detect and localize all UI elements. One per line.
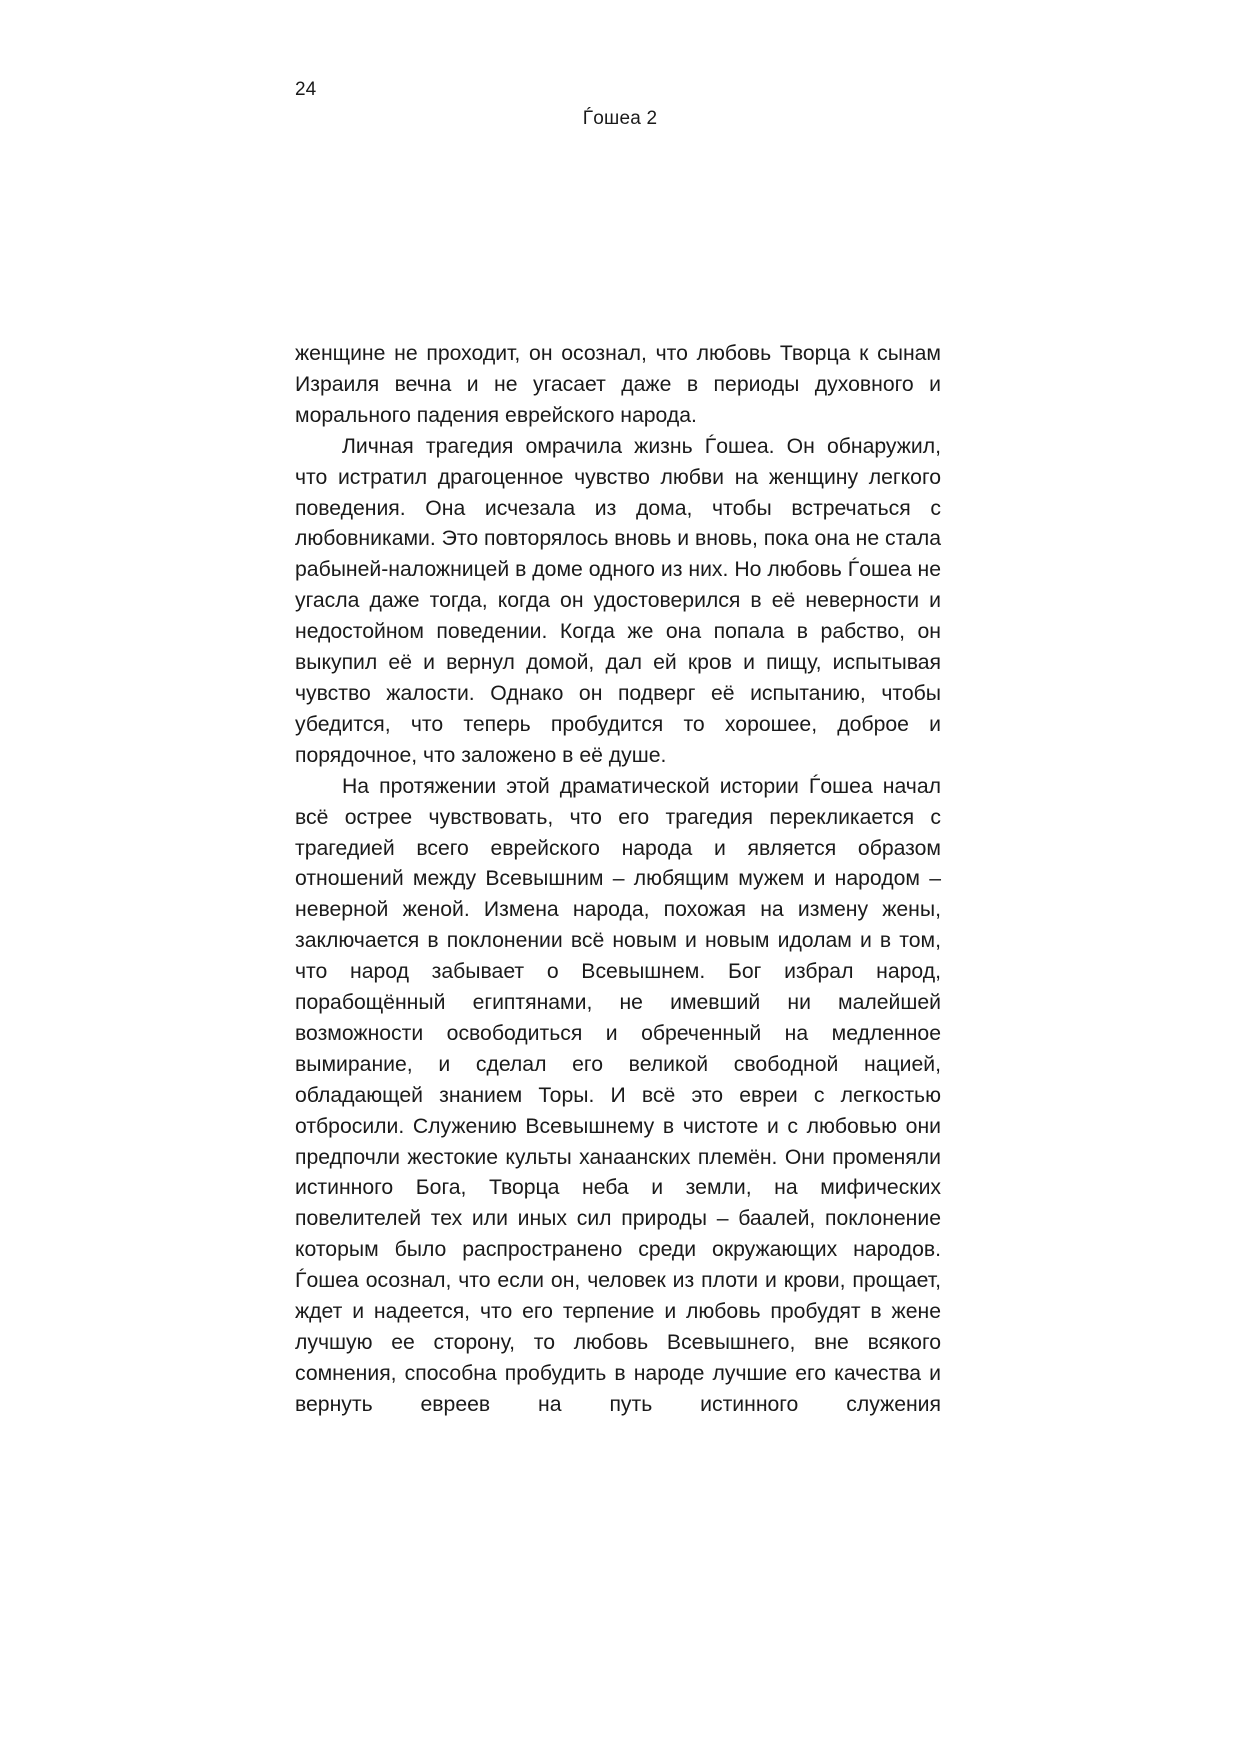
paragraph-2: Личная трагедия омрачила жизнь Ѓошеа. Он обнаружил, что истратил драгоценное чувство любви на женщину легкого поведения. Она исчезала из дома, чтобы встречаться с любовниками. Это повторялось вновь и вновь, пока она не стала рабыней-наложницей в доме одного из них. Но любовь Ѓошеа не угасла даже тогда, когда он удостоверился в её неверности и недостойном поведении. Когда же она попала в рабство, он выкупил её и вернул домой, дал ей кров и пищу, испытывая чувство жалости. Однако он подверг её испытанию, чтобы убедится, что теперь пробудится то хорошее, доброе и порядочное, что заложено в её душе. [295, 434, 941, 767]
body-text [295, 339, 941, 1421]
paragraph-3: На протяжении этой драматической истории Ѓошеа начал всё острее чувствовать, что его трагедия перекликается с трагедией всего еврейского народа и является образом отношений между Всевышним – любящим мужем и народом – неверной женой. Измена народа, похожая на измену жены, заключается в поклонении всё новым и новым идолам и в том, что народ забывает о Всевышнем. Бог избрал народ, порабощённый египтянами, не имевший ни малейшей возможности освободиться и обреченный на медленное вымирание, и сделал его великой свободной нацией, обладающей знанием Торы. И всё это евреи с легкостью отбросили. Служению Всевышнему в чистоте и с любовью они предпочли жестокие культы ханаанских племён. Они променяли истинного Бога, Творца неба и земли, на мифических повелителей тех или иных сил природы – баалей, поклонение которым было распространено среди окружающих народов. Ѓошеа осознал, что если он, человек из плоти и крови, прощает, ждет и надеется, что его терпение и любовь пробудят в жене лучшую ее сторону, то любовь Всевышнего, вне всякого сомнения, способна пробудить в народе лучшие его качества и вернуть евреев на путь истинного служения [295, 774, 941, 1416]
paragraph-1: женщине не проходит, он осознал, что любовь Творца к сынам Израиля вечна и не угасает даже в периоды духовного и морального падения еврейского народа. [295, 342, 941, 427]
running-header: Ѓошеа 2 [582, 108, 658, 129]
page-number: 24 [295, 79, 317, 100]
